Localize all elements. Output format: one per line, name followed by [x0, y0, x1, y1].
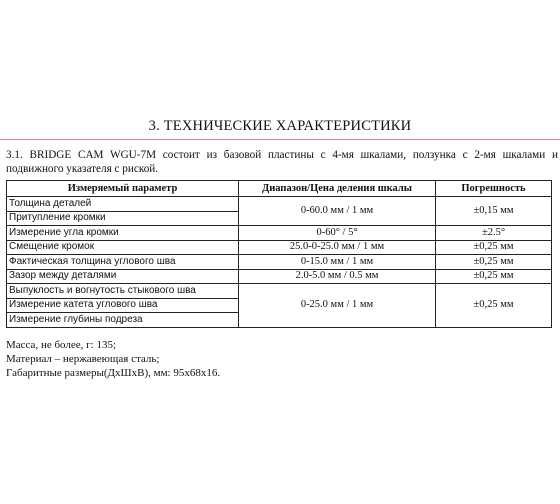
intro-paragraph: 3.1. BRIDGE CAM WGU-7M состоит из базовой пластины с 4-мя шкалами, ползунка с 2-мя шкалами и подвижного указателя с риской.: [6, 149, 558, 175]
range-cell: 25.0-0-25.0 мм / 1 мм: [239, 240, 436, 255]
param-cell: Измерение катета углового шва: [7, 298, 239, 313]
param-cell: Выпуклость и вогнутость стыкового шва: [7, 284, 239, 299]
error-cell: ±0,25 мм: [436, 255, 552, 270]
section-heading: 3. ТЕХНИЧЕСКИЕ ХАРАКТЕРИСТИКИ: [148, 118, 412, 134]
param-cell: Измерение угла кромки: [7, 226, 239, 241]
error-cell: ±0,15 мм: [436, 197, 552, 226]
table-row: [7, 284, 552, 299]
range-cell: 0-25.0 мм / 1 мм: [239, 284, 436, 328]
range-cell: 2.0-5.0 мм / 0.5 мм: [239, 269, 436, 284]
table-row: [7, 240, 552, 255]
specifications-table: [6, 180, 552, 328]
table-row: [7, 269, 552, 284]
range-cell: 0-15.0 мм / 1 мм: [239, 255, 436, 270]
table-header-row: [7, 181, 552, 197]
mass-line: Масса, не более, г: 135;: [6, 339, 117, 351]
error-cell: ±0,25 мм: [436, 269, 552, 284]
header-error: Погрешность: [436, 181, 552, 197]
table-row: [7, 197, 552, 212]
dimensions-line: Габаритные размеры(ДхШхВ), мм: 95х68х16.: [6, 366, 221, 379]
error-cell: ±0,25 мм: [436, 284, 552, 328]
table-row: [7, 226, 552, 241]
error-cell: ±0,25 мм: [436, 240, 552, 255]
range-cell: 0-60.0 мм / 1 мм: [239, 197, 436, 226]
header-parameter: Измеряемый параметр: [7, 181, 239, 197]
param-cell: Фактическая толщина углового шва: [7, 255, 239, 270]
param-cell: Смещение кромок: [7, 240, 239, 255]
specs-footer: [6, 339, 556, 380]
param-cell: Притупление кромки: [7, 211, 239, 226]
range-cell: 0-60° / 5°: [239, 226, 436, 241]
param-cell: Толщина деталей: [7, 197, 239, 212]
heading-rule: [0, 139, 560, 140]
table-row: [7, 255, 552, 270]
header-range: Диапазон/Цена деления шкалы: [239, 181, 436, 197]
material-line: Материал – нержавеющая сталь;: [6, 352, 160, 365]
param-cell: Измерение глубины подреза: [7, 313, 239, 328]
error-cell: ±2.5°: [436, 226, 552, 241]
param-cell: Зазор между деталями: [7, 269, 239, 284]
